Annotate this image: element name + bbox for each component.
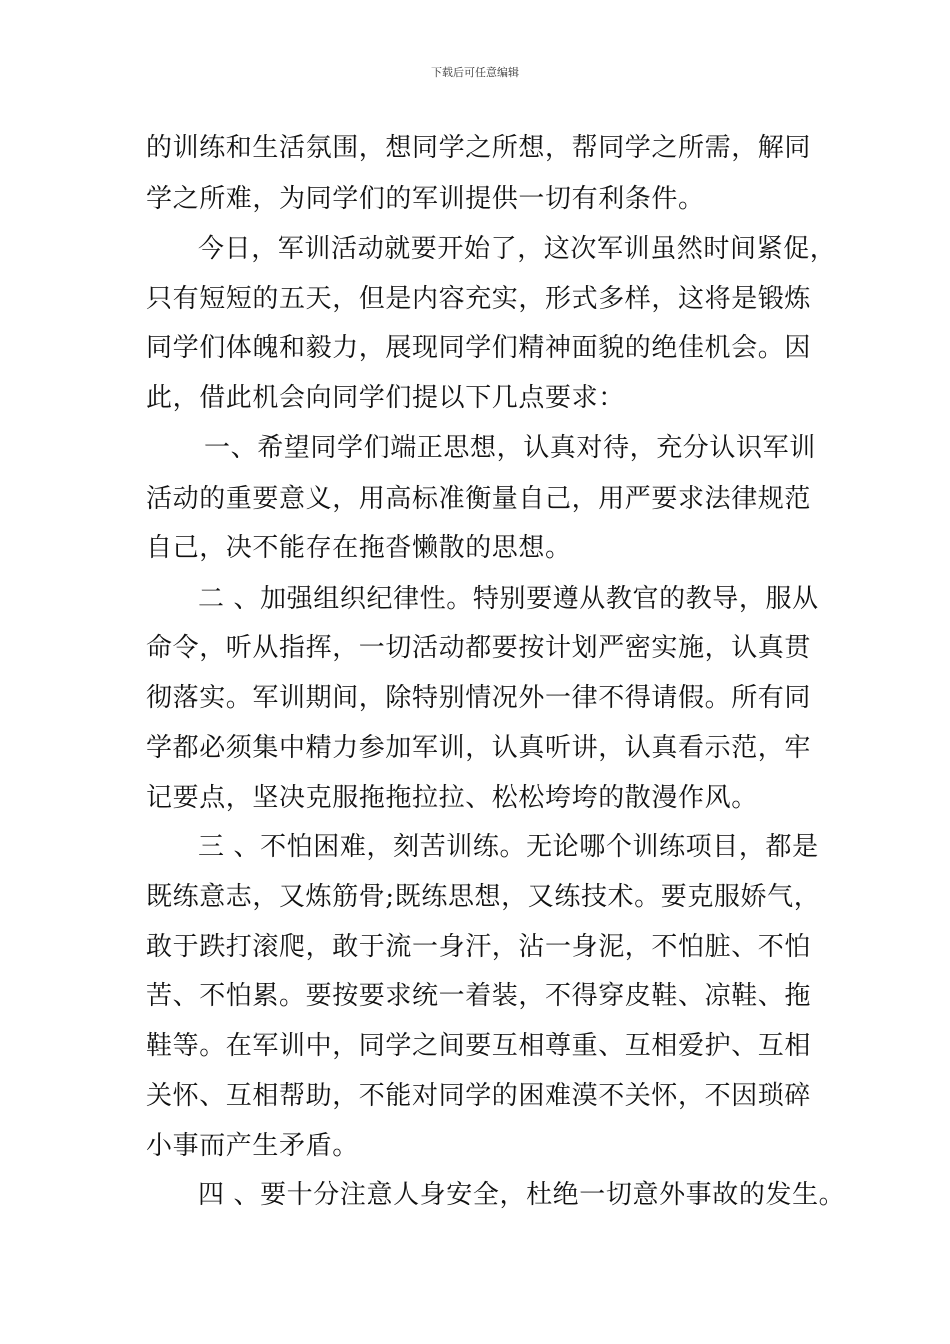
text-line: 同学们体魄和毅力，展现同学们精神面貌的绝佳机会。因 bbox=[146, 333, 812, 363]
paragraph-first-line: 今日，军训活动就要开始了，这次军训虽然时间紧促， bbox=[198, 234, 837, 264]
page-header-note: 下载后可任意编辑 bbox=[431, 66, 519, 79]
list-item-one-first-line: 一、希望同学们端正思想，认真对待，充分认识军训 bbox=[204, 433, 816, 463]
text-line: 学之所难，为同学们的军训提供一切有利条件。 bbox=[146, 184, 705, 214]
text-line: 学都必须集中精力参加军训，认真听讲，认真看示范，牢 bbox=[146, 733, 812, 763]
text-line: 彻落实。军训期间，除特别情况外一律不得请假。所有同 bbox=[146, 683, 812, 713]
text-line: 自己，决不能存在拖沓懒散的思想。 bbox=[146, 533, 572, 563]
text-line: 只有短短的五天，但是内容充实，形式多样，这将是锻炼 bbox=[146, 284, 812, 314]
text-line: 既练意志，又炼筋骨;既练思想，又练技术。要克服娇气， bbox=[146, 882, 821, 912]
text-line: 活动的重要意义，用高标准衡量自己，用严要求法律规范 bbox=[146, 484, 812, 514]
list-item-four-first-line: 四 、要十分注意人身安全，杜绝一切意外事故的发生。 bbox=[198, 1180, 846, 1210]
text-line: 苦、不怕累。要按要求统一着装，不得穿皮鞋、凉鞋、拖 bbox=[146, 981, 812, 1011]
text-line: 鞋等。在军训中，同学之间要互相尊重、互相爱护、互相 bbox=[146, 1031, 812, 1061]
text-line: 敢于跌打滚爬，敢于流一身汗，沾一身泥，不怕脏、不怕 bbox=[146, 932, 812, 962]
text-line: 的训练和生活氛围，想同学之所想，帮同学之所需，解同 bbox=[146, 133, 812, 163]
list-item-two-first-line: 二 、加强组织纪律性。特别要遵从教官的教导，服从 bbox=[198, 584, 819, 614]
list-item-three-first-line: 三 、不怕困难，刻苦训练。无论哪个训练项目，都是 bbox=[198, 832, 819, 862]
text-line: 命令，听从指挥，一切活动都要按计划严密实施，认真贯 bbox=[146, 633, 812, 663]
text-line: 关怀、互相帮助，不能对同学的困难漠不关怀，不因琐碎 bbox=[146, 1081, 812, 1111]
text-line: 小事而产生矛盾。 bbox=[146, 1131, 359, 1161]
text-line: 此，借此机会向同学们提以下几点要求： bbox=[146, 383, 625, 413]
text-line: 记要点，坚决克服拖拖拉拉、松松垮垮的散漫作风。 bbox=[146, 783, 758, 813]
